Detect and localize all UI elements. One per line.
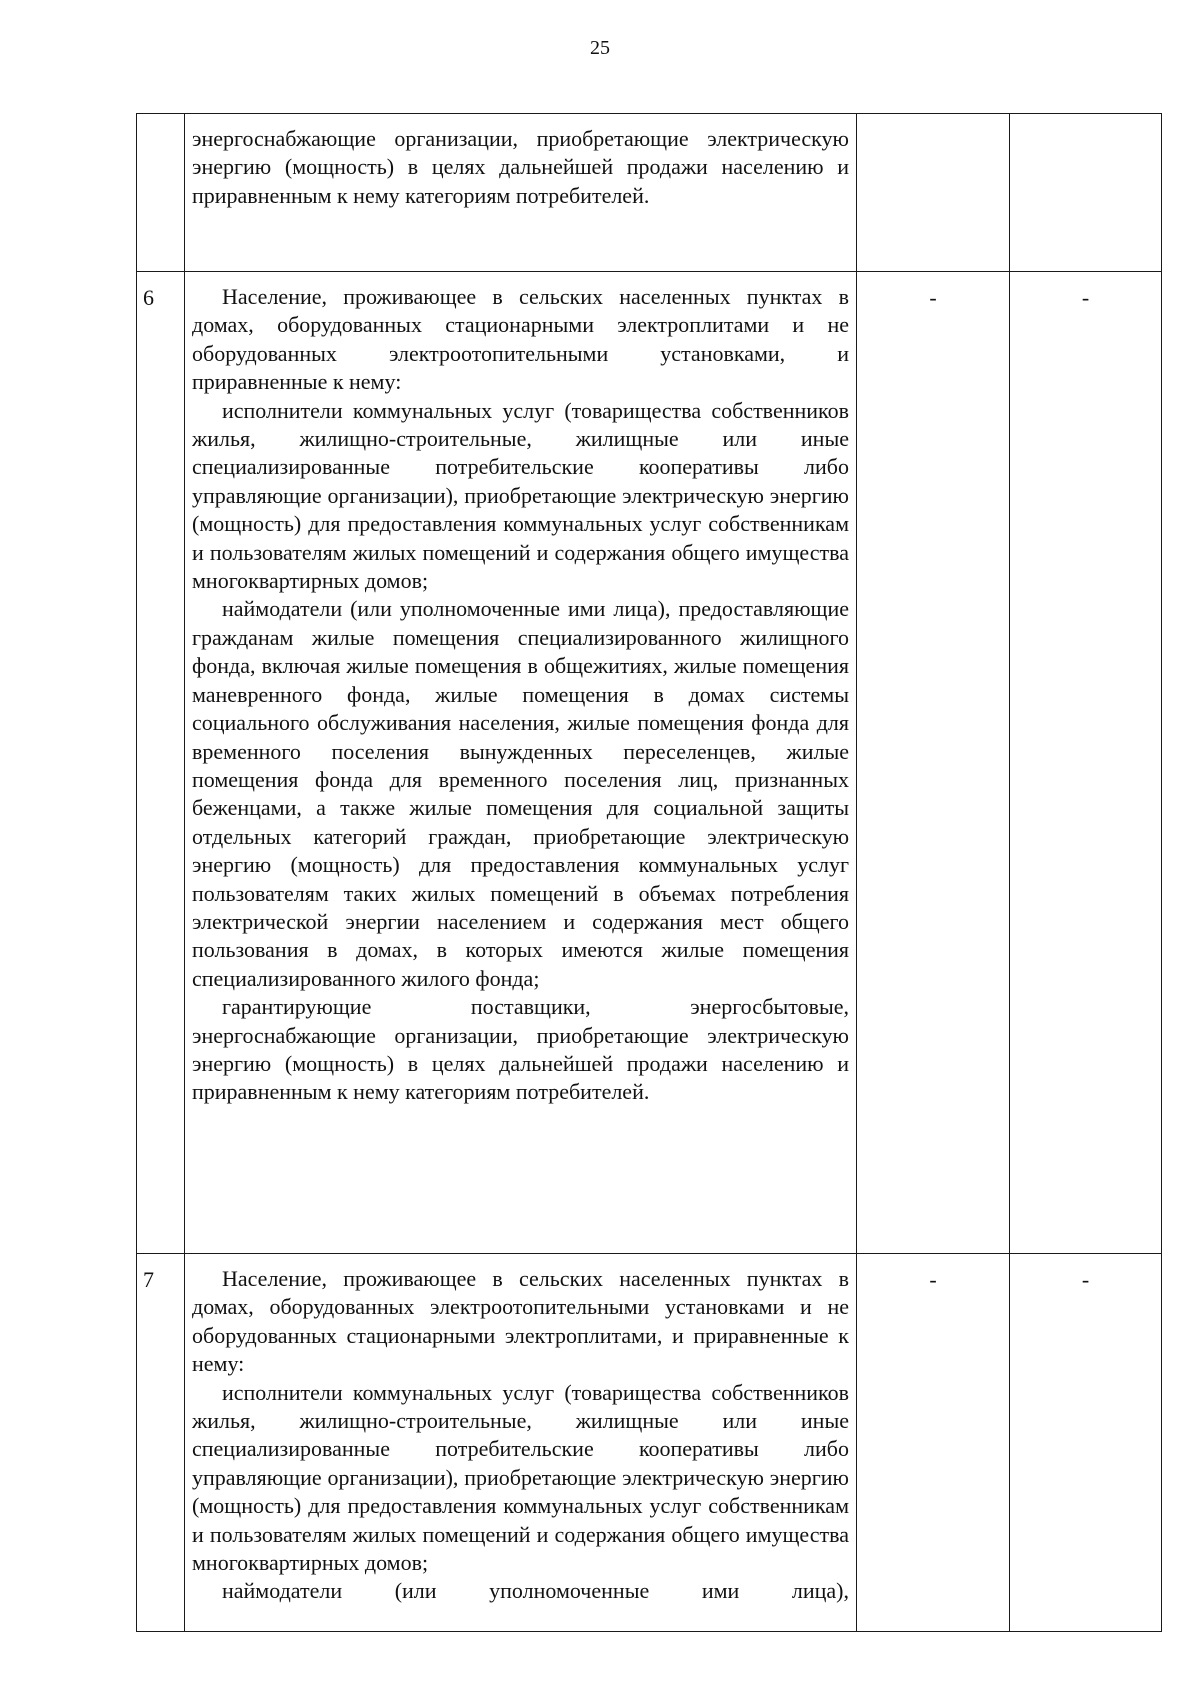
row-paragraph: исполнители коммунальных услуг (товарищества собственников жилья, жилищно-строительные, жилищные или иные специализированные потребительские кооперативы либо управляющие организации), приобретающие электрическую энергию (мощность) для предоставления коммунальных услуг собственникам и пользователям жилых помещений и содержания общего имущества многоквартирных домов; [192,397,849,594]
row-description-cell [185,1254,857,1632]
row-paragraph: гарантирующие поставщики, энергосбытовые, энергоснабжающие организации, приобретающие электрическую энергию (мощность) в целях дальнейшей продажи населению и приравненным к нему категориям потребителей. [192,994,849,1105]
table-row-6 [137,272,1162,1254]
row-paragraph: наймодатели (или уполномоченные ими лица), [222,1578,849,1604]
row-description-cell [185,114,857,272]
value-cell-a: - [857,1254,1010,1632]
row-paragraph: наймодатели (или уполномоченные ими лица), предоставляющие гражданам жилые помещения специализированного жилищного фонда, включая жилые помещения в общежитиях, жилые помещения маневренного фонда, жилые помещения в домах системы социального обслуживания населения, жилые помещения фонда для временного поселения вынужденных переселенцев, жилые помещения фонда для временного поселения лиц, признанных беженцами, а также жилые помещения для социальной защиты отдельных категорий граждан, приобретающие электрическую энергию (мощность) для предоставления коммунальных услуг пользователям таких жилых помещений в объемах потребления электрической энергии населением и содержания мест общего пользования в домах, в которых имеются жилые помещения специализированного жилого фонда; [192,596,849,991]
row-paragraph: Население, проживающее в сельских населенных пунктах в домах, оборудованных стационарными электроплитами и не оборудованных электроотопительными установками, и приравненные к нему: [192,284,849,395]
value-cell-b [1010,114,1162,272]
row-number-cell: 6 [137,272,185,1254]
table-row-continuation [137,114,1162,272]
row-paragraph: энергоснабжающие организации, приобретающие электрическую энергию (мощность) в целях дальнейшей продажи населению и приравненным к нему категориям потребителей. [192,126,849,208]
value-cell-b: - [1010,272,1162,1254]
row-description-cell [185,272,857,1254]
row-number-cell [137,114,185,272]
row-number-cell: 7 [137,1254,185,1632]
row-paragraph: исполнители коммунальных услуг (товарищества собственников жилья, жилищно-строительные, жилищные или иные специализированные потребительские кооперативы либо управляющие организации), приобретающие электрическую энергию (мощность) для предоставления коммунальных услуг собственникам и пользователям жилых помещений и содержания общего имущества многоквартирных домов; [192,1379,849,1576]
row-paragraph: Население, проживающее в сельских населенных пунктах в домах, оборудованных электроотопительными установками и не оборудованных стационарными электроплитами, и приравненные к нему: [192,1266,849,1377]
value-cell-a [857,114,1010,272]
page-number: 25 [590,37,610,59]
value-cell-a: - [857,272,1010,1254]
table-row-7 [137,1254,1162,1632]
value-cell-b: - [1010,1254,1162,1632]
tariff-table [136,113,1162,1632]
